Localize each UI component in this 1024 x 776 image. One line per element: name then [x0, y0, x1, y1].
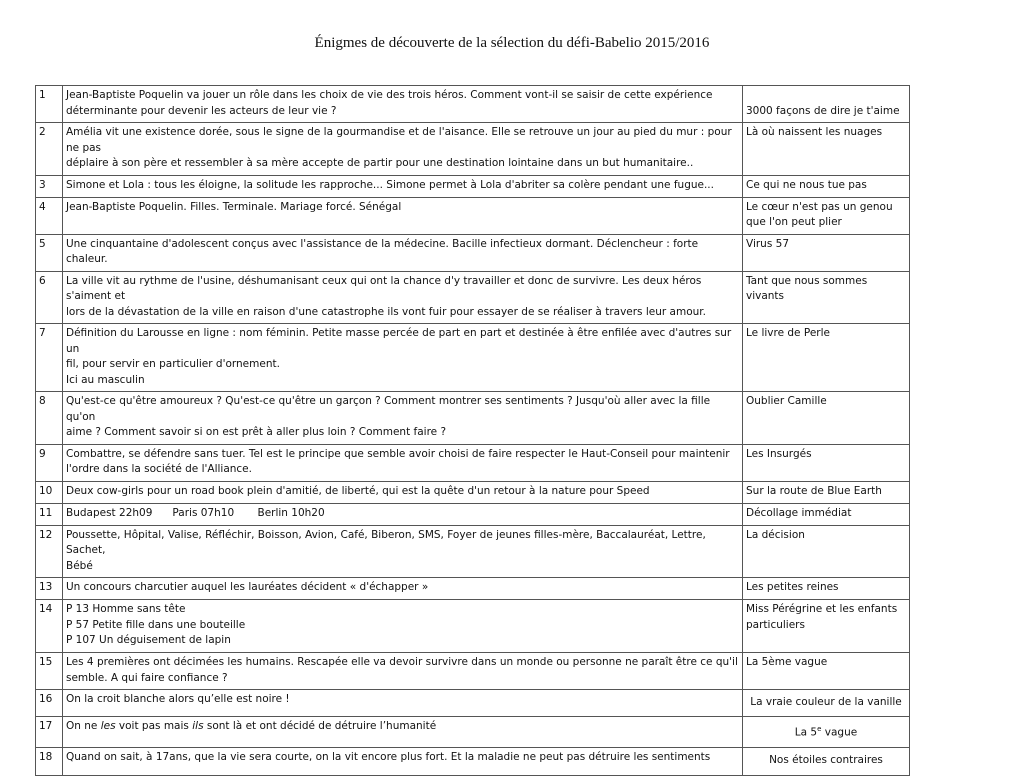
book-title: Le livre de Perle — [743, 324, 910, 392]
book-title: La vraie couleur de la vanille — [743, 690, 910, 717]
book-title: La décision — [743, 525, 910, 578]
book-title-part: La 5 — [794, 726, 818, 739]
page-title: Énigmes de découverte de la sélection du défi-Babelio 2015/2016 — [314, 35, 710, 51]
book-title: Sur la route de Blue Earth — [743, 481, 910, 503]
row-number: 16 — [36, 690, 63, 717]
riddle-clue: Deux cow-girls pour un road book plein d'amitié, de liberté, qui est la quête d'un retour à la nature pour Speed — [63, 481, 743, 503]
row-number: 5 — [36, 234, 63, 271]
table-row — [36, 748, 910, 776]
row-number: 12 — [36, 525, 63, 578]
riddle-clue: Simone et Lola : tous les éloigne, la solitude les rapproche... Simone permet à Lola d'abriter sa colère pendant une fugue... — [63, 175, 743, 197]
table-row — [36, 653, 910, 690]
clue-text: voit pas mais — [115, 720, 193, 732]
book-title: Décollage immédiat — [743, 503, 910, 525]
riddle-clue: Définition du Larousse en ligne : nom féminin. Petite masse percée de part en part et destinée à être enfilée avec d'autres sur un fil, pour servir en particulier d'ornement. Ici au masculin — [63, 324, 743, 392]
row-number: 15 — [36, 653, 63, 690]
book-title — [743, 717, 910, 748]
riddle-clue: On la croit blanche alors qu’elle est noire ! — [63, 690, 743, 717]
riddle-clue: La ville vit au rythme de l'usine, déshumanisant ceux qui ont la chance d'y travailler et donc de survivre. Les deux héros s'aiment et lors de la dévastation de la ville en raison d'une catastrophe ils vont fuir pour essayer de se réaliser à travers leur amour. — [63, 271, 743, 324]
riddle-clue: Les 4 premières ont décimées les humains. Rescapée elle va devoir survivre dans un monde ou personne ne paraît être ce qu'il semble. A qui faire confiance ? — [63, 653, 743, 690]
row-number: 13 — [36, 578, 63, 600]
riddle-clue — [63, 717, 743, 748]
row-number: 2 — [36, 123, 63, 176]
table-row — [36, 234, 910, 271]
book-title: 3000 façons de dire je t'aime — [743, 86, 910, 123]
table-row — [36, 271, 910, 324]
table-row — [36, 600, 910, 653]
book-title: Là où naissent les nuages — [743, 123, 910, 176]
table-row — [36, 324, 910, 392]
riddle-clue: Une cinquantaine d'adolescent conçus avec l'assistance de la médecine. Bacille infectieux dormant. Déclencheur : forte chaleur. — [63, 234, 743, 271]
riddle-clue: Un concours charcutier auquel les lauréates décident « d'échapper » — [63, 578, 743, 600]
riddle-clue: Jean-Baptiste Poquelin. Filles. Terminale. Mariage forcé. Sénégal — [63, 197, 743, 234]
row-number: 1 — [36, 86, 63, 123]
book-title: Nos étoiles contraires — [743, 748, 910, 776]
book-title: Miss Pérégrine et les enfants particuliers — [743, 600, 910, 653]
riddle-clue: Budapest 22h09 Paris 07h10 Berlin 10h20 — [63, 503, 743, 525]
book-title: Virus 57 — [743, 234, 910, 271]
table-row — [36, 175, 910, 197]
table-row — [36, 525, 910, 578]
riddle-clue: Amélia vit une existence dorée, sous le signe de la gourmandise et de l'aisance. Elle se retrouve un jour au pied du mur : pour ne pas déplaire à son père et ressembler à sa mère accepte de partir pour une destination lointaine dans un but humanitaire.. — [63, 123, 743, 176]
row-number: 3 — [36, 175, 63, 197]
riddle-clue: Jean-Baptiste Poquelin va jouer un rôle dans les choix de vie des trois héros. Comment vont-il se saisir de cette expérience déterminante pour devenir les acteurs de leur vie ? — [63, 86, 743, 123]
riddles-table — [35, 85, 910, 776]
clue-emphasis: ils — [192, 720, 204, 732]
book-title-part: vague — [821, 726, 858, 739]
row-number: 10 — [36, 481, 63, 503]
book-title: Les Insurgés — [743, 444, 910, 481]
row-number: 11 — [36, 503, 63, 525]
table-row — [36, 86, 910, 123]
row-number: 17 — [36, 717, 63, 748]
riddle-clue: Quand on sait, à 17ans, que la vie sera courte, on la vit encore plus fort. Et la maladie ne peut pas détruire les sentiments — [63, 748, 743, 776]
table-row — [36, 690, 910, 717]
table-row — [36, 481, 910, 503]
row-number: 9 — [36, 444, 63, 481]
riddle-clue: P 13 Homme sans tête P 57 Petite fille dans une bouteille P 107 Un déguisement de lapin — [63, 600, 743, 653]
table-row — [36, 578, 910, 600]
row-number: 7 — [36, 324, 63, 392]
table-row — [36, 392, 910, 445]
riddle-clue: Qu'est-ce qu'être amoureux ? Qu'est-ce qu'être un garçon ? Comment montrer ses sentiments ? Jusqu'où aller avec la fille qu'on aime ? Comment savoir si on est prêt à aller plus loin ? Comment faire ? — [63, 392, 743, 445]
table-row — [36, 503, 910, 525]
book-title-superscript: e — [817, 725, 822, 733]
book-title: Ce qui ne nous tue pas — [743, 175, 910, 197]
table-row — [36, 717, 910, 748]
riddle-clue: Combattre, se défendre sans tuer. Tel est le principe que semble avoir choisi de faire respecter le Haut-Conseil pour maintenir l'ordre dans la société de l'Alliance. — [63, 444, 743, 481]
row-number: 6 — [36, 271, 63, 324]
book-title: Les petites reines — [743, 578, 910, 600]
riddle-clue: Poussette, Hôpital, Valise, Réfléchir, Boisson, Avion, Café, Biberon, SMS, Foyer de jeunes filles-mère, Baccalauréat, Lettre, Sachet, Bébé — [63, 525, 743, 578]
row-number: 18 — [36, 748, 63, 776]
row-number: 4 — [36, 197, 63, 234]
book-title: Le cœur n'est pas un genou que l'on peut plier — [743, 197, 910, 234]
table-row — [36, 444, 910, 481]
clue-text: sont là et ont décidé de détruire l’humanité — [203, 720, 437, 732]
row-number: 14 — [36, 600, 63, 653]
table-row — [36, 123, 910, 176]
clue-emphasis: les — [100, 720, 116, 732]
book-title: Tant que nous sommes vivants — [743, 271, 910, 324]
book-title: La 5ème vague — [743, 653, 910, 690]
row-number: 8 — [36, 392, 63, 445]
table-row — [36, 197, 910, 234]
clue-text: On ne — [66, 720, 101, 732]
book-title: Oublier Camille — [743, 392, 910, 445]
